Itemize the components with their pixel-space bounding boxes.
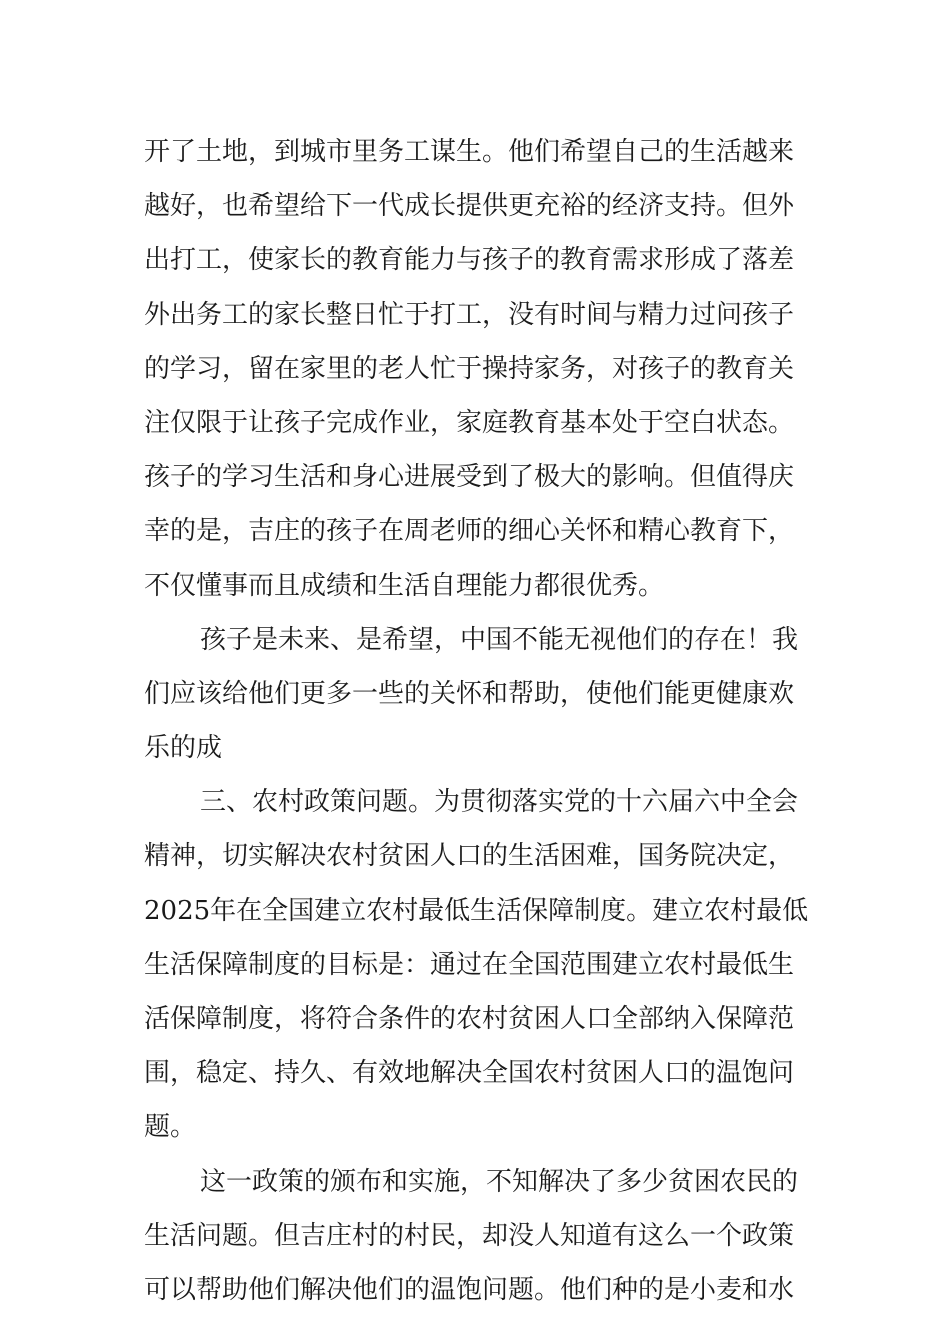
text-line: 越好，也希望给下一代成长提供更充裕的经济支持。但外 [144,191,795,222]
text-line: 出打工，使家长的教育能力与孩子的教育需求形成了落差 [144,245,795,276]
text-line: 开了土地，到城市里务工谋生。他们希望自己的生活越来 [144,137,795,167]
text-line: 的学习，留在家里的老人忙于操持家务，对孩子的教育关 [144,353,795,384]
text-line: 精神，切实解决农村贫困人口的生活困难，国务院决定， [144,841,795,872]
text-line: 注仅限于让孩子完成作业，家庭教育基本处于空白状态。 [144,407,795,438]
text-line: 生活问题。但吉庄村的村民，却没人知道有这么一个政策 [144,1220,795,1251]
text-line: 生活保障制度的目标是：通过在全国范围建立农村最低生 [144,949,795,980]
paragraph [144,125,814,613]
text-line: 孩子的学习生活和身心进展受到了极大的影响。但值得庆 [144,462,795,493]
text-line: 围，稳定、持久、有效地解决全国农村贫困人口的温饱问 [144,1058,795,1089]
paragraph [144,613,814,776]
text-line: 乐的成 [144,733,223,764]
text-line: 们应该给他们更多一些的关怀和帮助，使他们能更健康欢 [144,678,795,709]
text-line: 这一政策的颁布和实施，不知解决了多少贫困农民的 [200,1166,799,1197]
text-line: 孩子是未来、是希望，中国不能无视他们的存在！我 [200,624,799,655]
paragraph [144,1155,814,1318]
text-line: 题。 [144,1112,197,1143]
text-line: 2025年在全国建立农村最低生活保障制度。建立农村最低 [144,895,809,926]
text-line: 不仅懂事而且成绩和生活自理能力都很优秀。 [144,570,665,601]
text-line: 可以帮助他们解决他们的温饱问题。他们种的是小麦和水 [144,1274,795,1305]
body-text [144,125,814,1317]
text-line: 三、农村政策问题。为贯彻落实党的十六届六中全会 [200,787,799,818]
paragraph [144,775,814,1154]
text-line: 幸的是，吉庄的孩子在周老师的细心关怀和精心教育下， [144,516,795,547]
text-line: 活保障制度，将符合条件的农村贫困人口全部纳入保障范 [144,1004,795,1034]
text-line: 外出务工的家长整日忙于打工，没有时间与精力过问孩子 [144,299,795,330]
